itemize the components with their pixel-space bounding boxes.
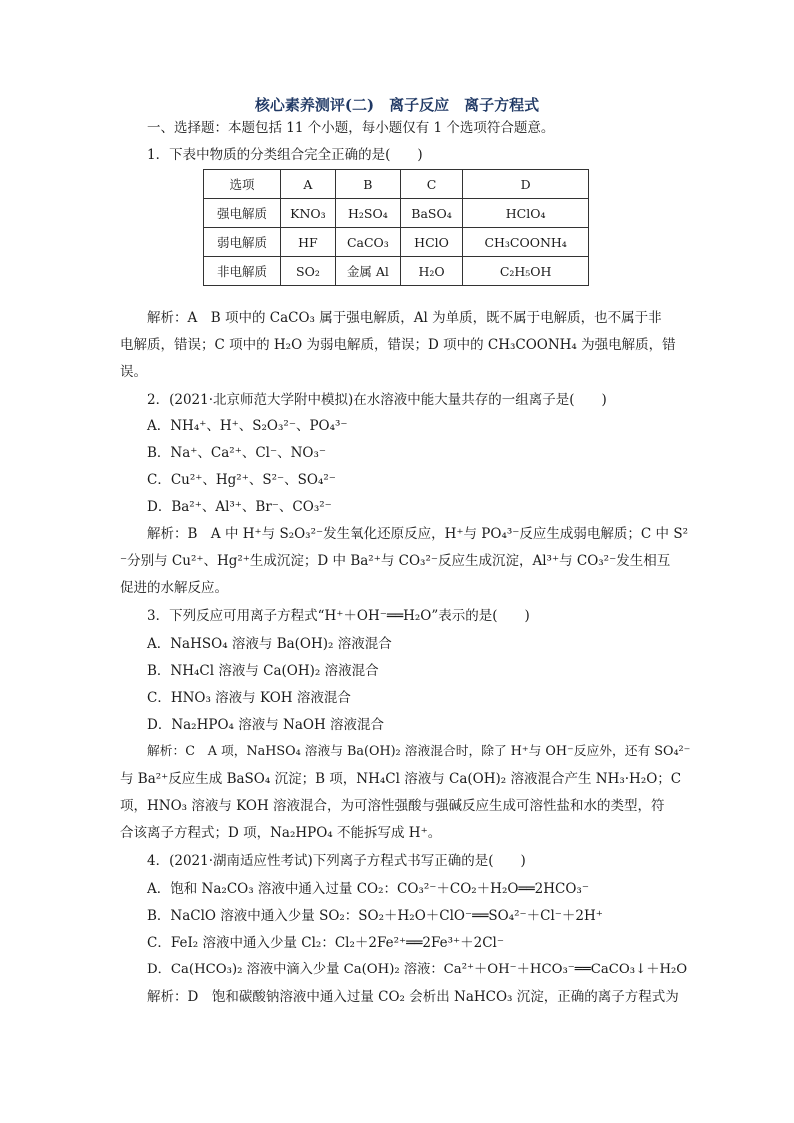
q3-analysis-line: 项，HNO₃ 溶液与 KOH 溶液混合，为可溶性强酸与强碱反应生成可溶性盐和水的类型，符	[120, 798, 665, 814]
q3-option-d: D．Na₂HPO₄ 溶液与 NaOH 溶液混合	[147, 717, 385, 733]
q2-analysis-line: 解析：B A 中 H⁺与 S₂O₃²⁻发生氧化还原反应，H⁺与 PO₄³⁻反应生成弱电解质；C 中 S²	[147, 526, 688, 542]
classification-table	[203, 169, 589, 286]
table-cell: 选项	[204, 170, 281, 199]
table-cell: 非电解质	[204, 257, 281, 286]
table-cell: BaSO₄	[400, 199, 463, 228]
q3-option-b: B．NH₄Cl 溶液与 Ca(OH)₂ 溶液混合	[147, 663, 379, 679]
q3-option-a: A．NaHSO₄ 溶液与 Ba(OH)₂ 溶液混合	[147, 636, 392, 652]
table-cell: SO₂	[280, 257, 335, 286]
table-cell: C₂H₅OH	[463, 257, 589, 286]
table-row	[204, 257, 589, 286]
table-cell: HClO	[400, 228, 463, 257]
table-cell: 强电解质	[204, 199, 281, 228]
table-cell: A	[280, 170, 335, 199]
table-cell: H₂SO₄	[335, 199, 400, 228]
q1-analysis-line: 电解质，错误；C 项中的 H₂O 为弱电解质，错误；D 项中的 CH₃COONH₄ 为强电解质，错	[120, 337, 676, 353]
q2-option-b: B．Na⁺、Ca²⁺、Cl⁻、NO₃⁻	[147, 445, 327, 461]
q4-option-d: D．Ca(HCO₃)₂ 溶液中滴入少量 Ca(OH)₂ 溶液：Ca²⁺＋OH⁻＋HCO₃⁻══CaCO₃↓＋H₂O	[147, 962, 688, 977]
q2-analysis-line: ⁻分别与 Cu²⁺、Hg²⁺生成沉淀；D 中 Ba²⁺与 CO₃²⁻反应生成沉淀，Al³⁺与 CO₃²⁻发生相互	[120, 553, 671, 569]
table-cell: H₂O	[400, 257, 463, 286]
q4-option-c: C．FeI₂ 溶液中通入少量 Cl₂：Cl₂＋2Fe²⁺══2Fe³⁺＋2Cl⁻	[147, 935, 504, 951]
table-cell: C	[400, 170, 463, 199]
q2-analysis-line: 促进的水解反应。	[120, 580, 228, 596]
table-row	[204, 199, 589, 228]
table-cell: CH₃COONH₄	[463, 228, 589, 257]
table-cell: HF	[280, 228, 335, 257]
q3-option-c: C．HNO₃ 溶液与 KOH 溶液混合	[147, 690, 351, 706]
q1-analysis-line: 误。	[120, 364, 147, 380]
q3-analysis-line: 合该离子方程式；D 项，Na₂HPO₄ 不能拆写成 H⁺。	[120, 825, 442, 841]
table-cell: 金属 Al	[335, 257, 400, 286]
q2-option-a: A．NH₄⁺、H⁺、S₂O₃²⁻、PO₄³⁻	[147, 418, 348, 434]
q3-analysis-line: 与 Ba²⁺反应生成 BaSO₄ 沉淀；B 项，NH₄Cl 溶液与 Ca(OH)₂ 溶液混合产生 NH₃·H₂O；C	[120, 771, 682, 787]
q4-analysis-line: 解析：D 饱和碳酸钠溶液中通入过量 CO₂ 会析出 NaHCO₃ 沉淀，正确的离子方程式为	[147, 989, 679, 1005]
q1-analysis-line: 解析：A B 项中的 CaCO₃ 属于强电解质，Al 为单质，既不属于电解质，也不属于非	[147, 310, 662, 326]
page-title: 核心素养测评(二) 离子反应 离子方程式	[254, 96, 540, 114]
table-cell: HClO₄	[463, 199, 589, 228]
q4-option-a: A．饱和 Na₂CO₃ 溶液中通入过量 CO₂：CO₃²⁻＋CO₂＋H₂O══2HCO₃⁻	[147, 881, 589, 897]
q4-option-b: B．NaClO 溶液中通入少量 SO₂：SO₂＋H₂O＋ClO⁻══SO₄²⁻＋Cl⁻＋2H⁺	[147, 908, 603, 924]
table-header-row	[204, 170, 589, 199]
table-cell: D	[463, 170, 589, 199]
table-row	[204, 228, 589, 257]
table-cell: CaCO₃	[335, 228, 400, 257]
q2-stem: 2．(2021·北京师范大学附中模拟)在水溶液中能大量共存的一组离子是( )	[147, 392, 607, 408]
table-cell: KNO₃	[280, 199, 335, 228]
table-cell: 弱电解质	[204, 228, 281, 257]
q2-option-d: D．Ba²⁺、Al³⁺、Br⁻、CO₃²⁻	[147, 499, 332, 515]
q4-stem: 4．(2021·湖南适应性考试)下列离子方程式书写正确的是( )	[147, 853, 526, 869]
table-cell: B	[335, 170, 400, 199]
q1-stem: 1．下表中物质的分类组合完全正确的是( )	[147, 147, 423, 163]
q2-option-c: C．Cu²⁺、Hg²⁺、S²⁻、SO₄²⁻	[147, 472, 336, 488]
section-heading: 一、选择题：本题包括 11 个小题，每小题仅有 1 个选项符合题意。	[147, 120, 555, 136]
q3-stem: 3．下列反应可用离子方程式“H⁺＋OH⁻══H₂O”表示的是( )	[147, 608, 530, 624]
q3-analysis-line: 解析：C A 项，NaHSO₄ 溶液与 Ba(OH)₂ 溶液混合时，除了 H⁺与 OH⁻反应外，还有 SO₄²⁻	[147, 744, 691, 759]
